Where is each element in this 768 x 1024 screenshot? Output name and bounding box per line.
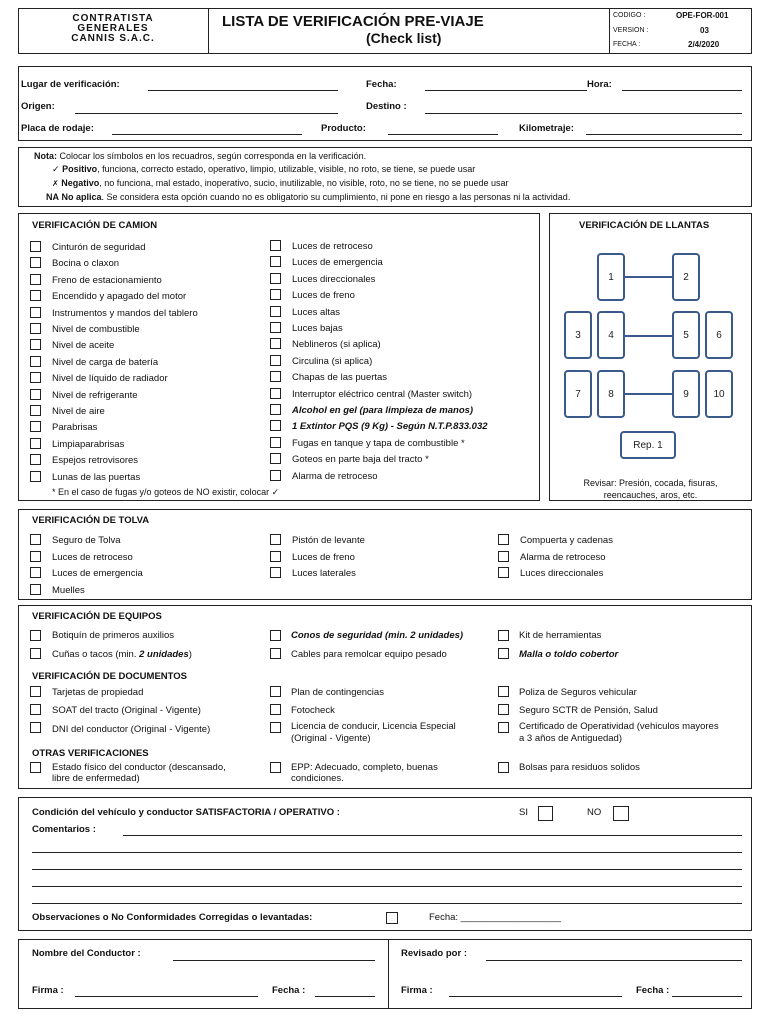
checkbox[interactable] bbox=[270, 722, 281, 733]
item-label: Limpiaparabrisas bbox=[52, 438, 125, 450]
codigo-value: OPE-FOR-001 bbox=[676, 11, 729, 20]
checkbox[interactable] bbox=[30, 323, 41, 334]
firma2-field[interactable] bbox=[449, 996, 622, 997]
checkbox[interactable] bbox=[498, 704, 509, 715]
documentos-title: VERIFICACIÓN DE DOCUMENTOS bbox=[32, 671, 188, 682]
checkbox[interactable] bbox=[30, 290, 41, 301]
tire-6[interactable]: 6 bbox=[705, 311, 733, 359]
note-line-2: ✓ Positivo, funciona, correcto estado, operativo, limpio, utilizable, visible, no roto, se tiene, se puede usar bbox=[52, 164, 476, 174]
item-label: Bocina o claxon bbox=[52, 258, 120, 270]
revisado-label: Revisado por : bbox=[401, 948, 467, 959]
checkbox[interactable] bbox=[30, 389, 41, 400]
version-label: VERSION : bbox=[613, 27, 649, 34]
destino-field[interactable] bbox=[425, 113, 742, 114]
item-label: libre de enfermedad) bbox=[52, 773, 140, 784]
item-label: Luces direccionales bbox=[520, 568, 604, 580]
axle-line bbox=[625, 393, 673, 395]
item-label: Compuerta y cadenas bbox=[520, 535, 613, 546]
comentarios-line[interactable] bbox=[123, 835, 742, 836]
kilometraje-label: Kilometraje: bbox=[519, 123, 574, 134]
item-label: Conos de seguridad (min. 2 unidades) bbox=[291, 630, 464, 641]
item-label: Encendido y apagado del motor bbox=[52, 291, 187, 303]
item-label: condiciones. bbox=[291, 773, 344, 784]
item-label: Interruptor eléctrico central (Master switch) bbox=[292, 388, 473, 400]
checkbox[interactable] bbox=[270, 470, 281, 481]
item-label: Seguro de Tolva bbox=[52, 535, 121, 546]
checkbox[interactable] bbox=[30, 356, 41, 367]
item-label: Nivel de refrigerante bbox=[52, 389, 138, 401]
kilometraje-field[interactable] bbox=[586, 134, 742, 135]
item-label: Luces de freno bbox=[292, 551, 355, 563]
checkbox[interactable] bbox=[270, 355, 281, 366]
note-line-3: ✗ Negativo, no funciona, mal estado, inoperativo, sucio, inutilizable, no visible, roto, no se tiene, no se puede usar bbox=[52, 178, 509, 188]
tire-3[interactable]: 3 bbox=[564, 311, 592, 359]
x-mark-icon: ✗ bbox=[52, 179, 59, 188]
producto-field[interactable] bbox=[388, 134, 498, 135]
revisado-field[interactable] bbox=[486, 960, 742, 961]
checkbox[interactable] bbox=[498, 762, 509, 773]
item-label: Luces de retroceso bbox=[52, 551, 133, 563]
item-label: Licencia de conducir, Licencia Especial bbox=[291, 721, 456, 732]
checkbox[interactable] bbox=[270, 420, 281, 431]
lugar-label: Lugar de verificación: bbox=[21, 79, 120, 90]
item-label: Luces de retroceso bbox=[292, 241, 373, 252]
item-label: Botiquín de primeros auxilios bbox=[52, 630, 174, 641]
conductor-label: Nombre del Conductor : bbox=[32, 948, 141, 959]
checkbox[interactable] bbox=[270, 762, 281, 773]
checkbox[interactable] bbox=[30, 405, 41, 416]
checkbox[interactable] bbox=[270, 289, 281, 300]
no-label: NO bbox=[587, 807, 602, 818]
item-label: DNI del conductor (Original - Vigente) bbox=[52, 724, 211, 735]
tire-8[interactable]: 8 bbox=[597, 370, 625, 418]
checkbox[interactable] bbox=[30, 686, 41, 697]
checkbox[interactable] bbox=[270, 534, 281, 545]
item-label: Certificado de Operatividad (vehiculos mayores bbox=[519, 721, 719, 732]
item-label: Pistón de levante bbox=[292, 535, 365, 546]
origen-field[interactable] bbox=[75, 113, 338, 114]
item-label: Poliza de Seguros vehicular bbox=[519, 687, 637, 698]
producto-label: Producto: bbox=[321, 123, 366, 134]
fecha1-label: Fecha : bbox=[272, 985, 306, 996]
item-label: Parabrisas bbox=[52, 422, 98, 434]
firmas-divider bbox=[388, 939, 389, 1009]
comentarios-line[interactable] bbox=[32, 886, 742, 887]
checkbox[interactable] bbox=[270, 371, 281, 382]
item-label: Luces de emergencia bbox=[292, 257, 383, 269]
axle-line bbox=[625, 276, 673, 278]
item-label: Cables para remolcar equipo pesado bbox=[291, 649, 447, 660]
tire-5[interactable]: 5 bbox=[672, 311, 700, 359]
fecha2-field[interactable] bbox=[672, 996, 742, 997]
checkbox[interactable] bbox=[270, 453, 281, 464]
checkbox[interactable] bbox=[270, 630, 281, 641]
spare-tire[interactable]: Rep. 1 bbox=[620, 431, 676, 459]
fecha-label: Fecha: bbox=[366, 79, 397, 90]
item-label: Cinturón de seguridad bbox=[52, 242, 146, 253]
no-checkbox[interactable] bbox=[613, 806, 629, 821]
equipos-title: VERIFICACIÓN DE EQUIPOS bbox=[32, 611, 162, 622]
item-label: Plan de contingencias bbox=[291, 687, 384, 698]
checkbox[interactable] bbox=[270, 648, 281, 659]
origen-label: Origen: bbox=[21, 101, 55, 112]
tire-1[interactable]: 1 bbox=[597, 253, 625, 301]
checkbox[interactable] bbox=[30, 648, 41, 659]
checkbox[interactable] bbox=[270, 567, 281, 578]
page-subtitle: (Check list) bbox=[366, 30, 442, 46]
note-line-4: NA No aplica. Se considera esta opción cuando no es obligatorio su cumplimiento, ni pone en riesgo a las personas ni la actividad. bbox=[46, 192, 571, 202]
item-label: Lunas de las puertas bbox=[52, 471, 141, 483]
item-label: Luces de emergencia bbox=[52, 568, 143, 580]
item-label: Luces altas bbox=[292, 306, 341, 318]
checkbox[interactable] bbox=[498, 722, 509, 733]
item-label: Luces laterales bbox=[292, 568, 356, 580]
checkbox[interactable] bbox=[30, 339, 41, 350]
item-label: Cuñas o tacos (min. 2 unidades) bbox=[52, 649, 192, 660]
fecha-field[interactable] bbox=[425, 90, 587, 91]
checkbox[interactable] bbox=[498, 567, 509, 578]
observaciones-checkbox[interactable] bbox=[386, 912, 398, 924]
tire-10[interactable]: 10 bbox=[705, 370, 733, 418]
note-line-1: Nota: Colocar los símbolos en los recuadros, según corresponda en la verificación. bbox=[34, 151, 367, 161]
tire-2[interactable]: 2 bbox=[672, 253, 700, 301]
llantas-title: VERIFICACIÓN DE LLANTAS bbox=[579, 220, 710, 231]
checkbox[interactable] bbox=[270, 686, 281, 697]
checkbox[interactable] bbox=[30, 704, 41, 715]
tire-9[interactable]: 9 bbox=[672, 370, 700, 418]
checkbox[interactable] bbox=[498, 630, 509, 641]
checkbox[interactable] bbox=[30, 567, 41, 578]
item-label: Neblineros (si aplica) bbox=[292, 339, 381, 351]
info-divider bbox=[609, 8, 610, 54]
codigo-label: CODIGO : bbox=[613, 12, 646, 19]
item-label: Instrumentos y mandos del tablero bbox=[52, 307, 198, 319]
comentarios-label: Comentarios : bbox=[32, 824, 96, 835]
checkbox[interactable] bbox=[270, 306, 281, 317]
item-label: 1 Extintor PQS (9 Kg) - Según N.T.P.833.032 bbox=[292, 421, 488, 433]
item-label: Fugas en tanque y tapa de combustible * bbox=[292, 437, 465, 449]
item-label: Estado físico del conductor (descansado, bbox=[52, 762, 226, 773]
lugar-field[interactable] bbox=[148, 90, 338, 91]
item-label: Circulina (si aplica) bbox=[292, 355, 373, 367]
fecha2-label: Fecha : bbox=[636, 985, 670, 996]
checkbox[interactable] bbox=[498, 686, 509, 697]
checkbox[interactable] bbox=[30, 372, 41, 383]
checkbox[interactable] bbox=[498, 648, 509, 659]
placa-field[interactable] bbox=[112, 134, 302, 135]
condicion-label: Condición del vehículo y conductor SATISFACTORIA / OPERATIVO : bbox=[32, 807, 340, 818]
camion-title: VERIFICACIÓN DE CAMION bbox=[32, 220, 158, 231]
item-label: (Original - Vigente) bbox=[291, 733, 371, 744]
tolva-title: VERIFICACIÓN DE TOLVA bbox=[32, 515, 150, 526]
firma2-label: Firma : bbox=[401, 985, 433, 996]
checkbox[interactable] bbox=[270, 322, 281, 333]
si-label: SI bbox=[519, 807, 528, 818]
llantas-review: Revisar: Presión, cocada, fisuras, reencauches, aros, etc. bbox=[583, 478, 718, 500]
checkbox[interactable] bbox=[30, 241, 41, 252]
camion-footnote: * En el caso de fugas y/o goteos de NO existir, colocar ✓ bbox=[52, 487, 280, 497]
tire-7[interactable]: 7 bbox=[564, 370, 592, 418]
fecha1-field[interactable] bbox=[315, 996, 375, 997]
item-label: Chapas de las puertas bbox=[292, 372, 388, 384]
checkbox[interactable] bbox=[270, 388, 281, 399]
item-label: Nivel de aire bbox=[52, 406, 105, 417]
item-label: Kit de herramientas bbox=[519, 630, 602, 641]
item-label: Muelles bbox=[52, 584, 85, 596]
item-label: Nivel de aceite bbox=[52, 340, 115, 352]
hora-field[interactable] bbox=[622, 90, 742, 91]
item-label: Luces bajas bbox=[292, 323, 343, 334]
comentarios-line[interactable] bbox=[32, 903, 742, 904]
checkbox[interactable] bbox=[30, 307, 41, 318]
comentarios-line[interactable] bbox=[32, 852, 742, 853]
item-label: Nivel de combustible bbox=[52, 324, 140, 335]
firma1-field[interactable] bbox=[75, 996, 258, 997]
item-label: Nivel de carga de batería bbox=[52, 356, 159, 368]
checkbox[interactable] bbox=[30, 438, 41, 449]
check-mark-icon: ✓ bbox=[52, 164, 60, 174]
hora-label: Hora: bbox=[587, 79, 612, 90]
fecha-label: FECHA : bbox=[613, 41, 641, 48]
checkbox[interactable] bbox=[270, 240, 281, 251]
checkbox[interactable] bbox=[270, 551, 281, 562]
observaciones-label: Observaciones o No Conformidades Corregidas o levantadas: bbox=[32, 912, 313, 923]
checkbox[interactable] bbox=[30, 421, 41, 432]
checkbox[interactable] bbox=[270, 704, 281, 715]
checkbox[interactable] bbox=[270, 273, 281, 284]
item-label: EPP: Adecuado, completo, buenas bbox=[291, 762, 438, 773]
checkbox[interactable] bbox=[30, 584, 41, 595]
axle-line bbox=[625, 335, 673, 337]
item-label: Luces de freno bbox=[292, 290, 355, 302]
observaciones-fecha: Fecha: ___________________ bbox=[429, 912, 562, 923]
comentarios-line[interactable] bbox=[32, 869, 742, 870]
item-label: Tarjetas de propiedad bbox=[52, 687, 144, 698]
item-label: Seguro SCTR de Pensión, Salud bbox=[519, 705, 658, 716]
checkbox[interactable] bbox=[30, 551, 41, 562]
checkbox[interactable] bbox=[498, 534, 509, 545]
checkbox[interactable] bbox=[30, 762, 41, 773]
item-label: Nivel de líquido de radiador bbox=[52, 373, 168, 385]
company-divider bbox=[208, 8, 209, 54]
fecha-value: 2/4/2020 bbox=[688, 40, 720, 49]
checkbox[interactable] bbox=[30, 722, 41, 733]
item-label: Fotocheck bbox=[291, 705, 335, 716]
checkbox[interactable] bbox=[498, 551, 509, 562]
destino-label: Destino : bbox=[366, 101, 407, 112]
checkbox[interactable] bbox=[30, 630, 41, 641]
conductor-field[interactable] bbox=[173, 960, 375, 961]
checkbox[interactable] bbox=[30, 274, 41, 285]
checkbox[interactable] bbox=[270, 437, 281, 448]
checkbox[interactable] bbox=[30, 454, 41, 465]
item-label: Alcohol en gel (para limpieza de manos) bbox=[292, 405, 474, 416]
checkbox[interactable] bbox=[270, 256, 281, 267]
si-checkbox[interactable] bbox=[538, 806, 553, 821]
checkbox[interactable] bbox=[30, 471, 41, 482]
item-label: SOAT del tracto (Original - Vigente) bbox=[52, 705, 201, 716]
tire-4[interactable]: 4 bbox=[597, 311, 625, 359]
item-label: Bolsas para residuos solidos bbox=[519, 762, 640, 773]
placa-label: Placa de rodaje: bbox=[21, 123, 94, 134]
item-label: Espejos retrovisores bbox=[52, 455, 139, 467]
firma1-label: Firma : bbox=[32, 985, 64, 996]
item-label: Malla o toldo cobertor bbox=[519, 649, 619, 660]
otras-title: OTRAS VERIFICACIONES bbox=[32, 748, 149, 759]
item-label: Goteos en parte baja del tracto * bbox=[292, 454, 429, 466]
item-label: Alarma de retroceso bbox=[520, 551, 606, 563]
page-title: LISTA DE VERIFICACIÓN PRE-VIAJE bbox=[222, 13, 484, 30]
version-value: 03 bbox=[700, 26, 709, 35]
checkbox[interactable] bbox=[270, 338, 281, 349]
checkbox[interactable] bbox=[270, 404, 281, 415]
item-label: Alarma de retroceso bbox=[292, 470, 378, 482]
checkbox[interactable] bbox=[30, 534, 41, 545]
checkbox[interactable] bbox=[30, 257, 41, 268]
item-label: a 3 años de Antiguedad) bbox=[519, 733, 623, 744]
item-label: Freno de estacionamiento bbox=[52, 274, 162, 286]
company-logo: CONTRATISTA GENERALES CANNIS S.A.C. bbox=[71, 13, 155, 44]
item-label: Luces direccionales bbox=[292, 273, 376, 285]
